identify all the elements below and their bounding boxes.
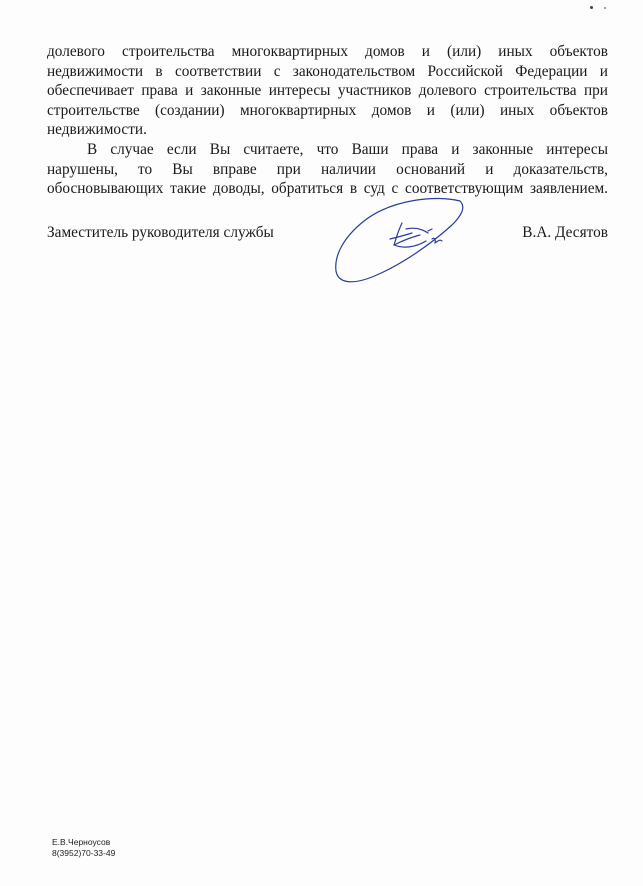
text-line: недвижимости. [47, 121, 147, 139]
text-line: В случае если Вы считаете, что Ваши права и законные интересы [87, 140, 608, 158]
signature-block [47, 224, 608, 246]
executor-phone: 8(3952)70-33-49 [52, 848, 116, 858]
executor-info [52, 837, 115, 859]
scan-speck [604, 7, 606, 9]
text-line: обеспечивает права и законные интересы участников долевого строительства при [47, 82, 608, 100]
text-line: недвижимости в соответствии с законодательством Российской Федерации и [47, 62, 608, 80]
text-line: долевого строительства многоквартирных домов и (или) иных объектов [47, 43, 608, 60]
scan-speck [590, 6, 593, 9]
handwritten-signature [332, 193, 470, 288]
text-line: обосновывающих такие доводы, обратиться в суд с соответствующим заявлением. [47, 180, 608, 198]
text-line: нарушены, то Вы вправе при наличии оснований и доказательств, [47, 160, 608, 178]
letter-body [47, 42, 608, 199]
signatory-name: В.А. Десятов [522, 224, 608, 241]
paragraph-1 [47, 42, 608, 140]
paragraph-2 [47, 140, 608, 199]
signatory-position: Заместитель руководителя службы [47, 224, 274, 241]
text-line: строительстве (создании) многоквартирных домов и (или) иных объектов [47, 101, 608, 119]
executor-name: Е.В.Черноусов [52, 837, 111, 847]
